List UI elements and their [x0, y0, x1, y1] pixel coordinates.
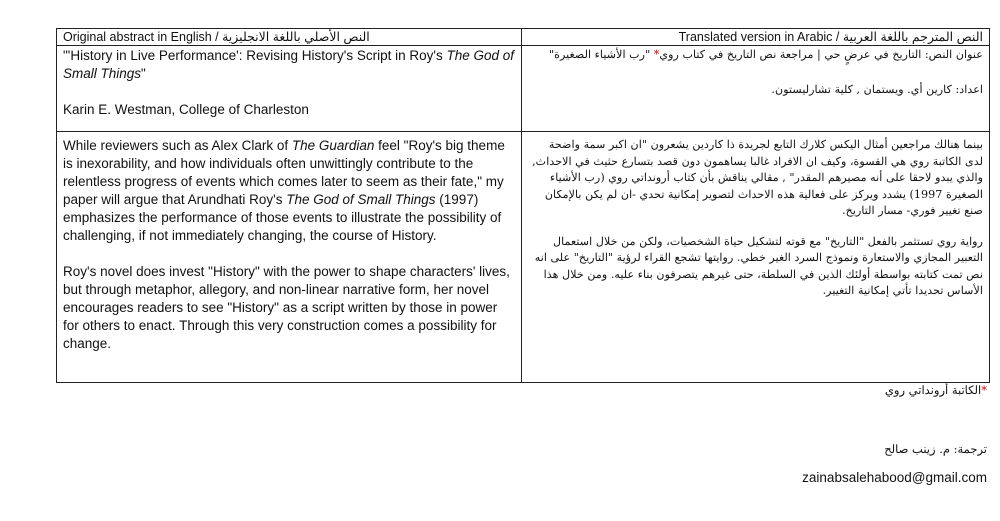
- arabic-title-cell: [522, 46, 990, 132]
- english-p1-guardian: The Guardian: [291, 138, 375, 153]
- footnote-asterisk: *: [981, 383, 987, 397]
- arabic-paragraph-2: رواية روي تستثمر بالفعل "التاريخ" مع قوته لتشكيل حياة الشخصيات، ولكن من خلال استعمال التعبير المجازي والاستعارة ونموذج السرد الغير خطي. روايتها تشجع القراء لرؤية "التاريخ" على انه نص تمت كتابته بواسطة أولئك الذين في السلطة، حتى غيرهم يتصرفون بناء عليه. ومن خلال هذا الأساس تحديدا تأتي إمكانية التغيير.: [534, 234, 983, 297]
- footnote-text: الكاتبة أرونداتي روي: [884, 383, 982, 397]
- english-title-book: The God of Small Things: [63, 48, 515, 81]
- header-arabic: [522, 29, 990, 46]
- header-arabic-prefix: النص المترجم باللغة العربية /: [835, 30, 983, 44]
- english-paragraph-2: Roy's novel does invest "History" with the power to shape characters' lives, but through metaphor, allegory, and non-linear narrative form, her novel encourages readers to see "History" as a script written by those in power for others to enact. Through this very construction comes a possibility for change.: [63, 264, 510, 351]
- arabic-author: اعداد: كارين أي. ويستمان , كلية تشارليستون.: [771, 82, 983, 96]
- english-title-text: "'History in Live Performance': Revising History's Script in Roy's: [63, 48, 447, 63]
- abstract-row: [57, 132, 990, 383]
- abstract-table: [56, 28, 990, 383]
- header-english: [57, 29, 522, 46]
- english-title-cell: [57, 46, 522, 132]
- header-arabic-latin: Translated version in Arabic: [678, 30, 833, 44]
- header-arabic-text: [679, 30, 983, 44]
- english-author: Karin E. Westman, College of Charleston: [63, 102, 309, 117]
- header-english-text: Original abstract in English / النص الأصلي باللغة الانجليزية: [63, 30, 370, 44]
- english-abstract-cell: [57, 132, 522, 383]
- arabic-title-asterisk: *: [653, 48, 660, 61]
- footnote: [885, 383, 987, 397]
- arabic-title-book: "رب الأشياء الصغيرة": [548, 48, 651, 61]
- english-p1-part-b: feel "Roy's big theme is inexorability, and how individuals often unwittingly contribute to the relentless progress of events which comes later to seem as their fate," my paper will argue that Arundhati Roy's: [63, 138, 505, 207]
- english-p1-part-c: (1997) emphasizes the performance of those events to illustrate the possibility of challenging, if not immediately changing, the course of History.: [63, 192, 502, 243]
- english-p1-part-a: While reviewers such as Alex Clark of: [63, 138, 292, 153]
- table-header-row: [57, 29, 990, 46]
- arabic-title: [528, 47, 983, 64]
- arabic-abstract-cell: [522, 132, 990, 383]
- arabic-title-text: عنوان النص: التاريخ في عرضٍ حي | مراجعة نص التاريخ في كتاب روي: [659, 48, 983, 61]
- title-row: [57, 46, 990, 132]
- translator-credit: ترجمة: م. زينب صالح: [884, 442, 987, 456]
- english-title-end: ": [141, 66, 146, 81]
- translator-email: zainabsalehabood@gmail.com: [802, 470, 987, 485]
- english-title: [63, 47, 515, 83]
- english-p1-book: The God of Small Things: [286, 192, 436, 207]
- arabic-paragraph-1: بينما هنالك مراجعين أمثال اليكس كلارك التابع لجريدة ذا كاردين يشعرون "ان اكبر سمة واضحة لدى الكاتبة روي هي القسوة، وكيف ان الافراد غالبا يساهمون دون قصد بتسارع حثيث في الاحداث, والذي يبدو لاحقا على أنه مصيرهم المقدر" , مقالي يناقش بأن كتاب أرونداتي روي (رب الأشياء الصغيرة 1997) يشدد ويركز على فعالية هذه الاحداث لتصوير إمكانية تحدي -ان لم يكن بالإمكان صنع تغيير فوري- مسار التاريخ.: [532, 138, 983, 217]
- english-paragraph-1: [63, 137, 515, 245]
